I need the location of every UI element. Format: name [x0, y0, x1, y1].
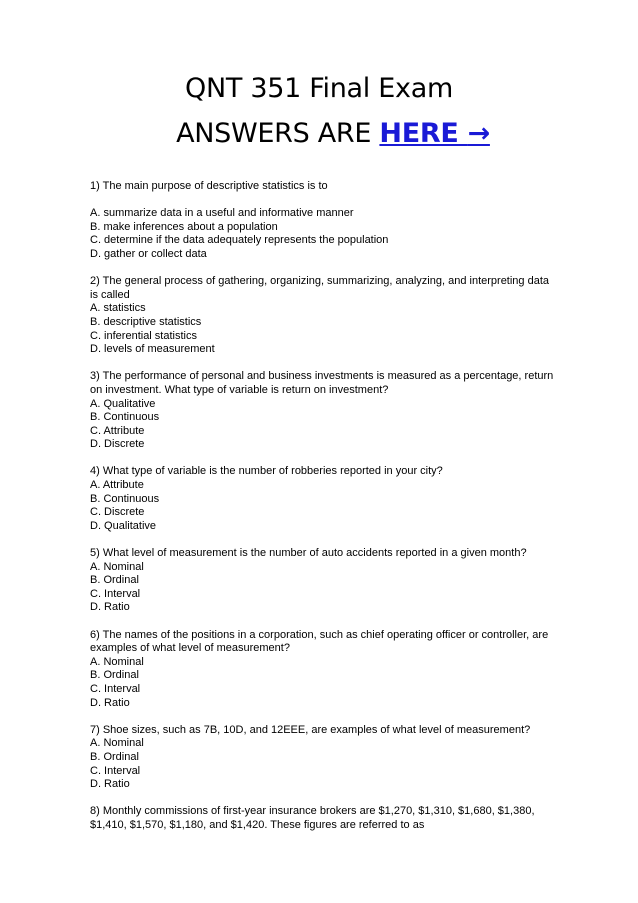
question-text: $1,410, $1,570, $1,180, and $1,420. These figures are referred to as: [90, 818, 425, 831]
question-block: [90, 629, 600, 711]
answer-option: C. determine if the data adequately represents the population: [90, 234, 389, 247]
answer-option: A. Nominal: [90, 655, 144, 668]
arrow-right-icon[interactable]: →: [467, 118, 490, 149]
question-text: 1) The main purpose of descriptive statistics is to: [90, 180, 328, 192]
document-title: QNT 351 Final Exam: [185, 73, 453, 104]
answer-option: C. Attribute: [90, 424, 145, 437]
question-block: [90, 547, 600, 615]
answer-option: B. make inferences about a population: [90, 220, 278, 233]
answer-option: B. Ordinal: [90, 750, 139, 763]
question-block: [90, 805, 600, 832]
answer-option: A. statistics: [90, 302, 146, 315]
answer-option: D. Qualitative: [90, 519, 157, 532]
answer-option: B. Continuous: [90, 492, 160, 505]
question-text: on investment. What type of variable is return on investment?: [90, 383, 389, 396]
answer-option: B. Continuous: [90, 411, 160, 424]
answers-link[interactable]: [379, 118, 490, 149]
question-text: 8) Monthly commissions of first-year insurance brokers are $1,270, $1,310, $1,680, $1,380,: [90, 805, 535, 818]
answer-option: A. Qualitative: [90, 397, 156, 410]
question-text: 4) What type of variable is the number of robberies reported in your city?: [90, 465, 443, 478]
answer-option: A. Nominal: [90, 737, 144, 750]
question-text: is called: [90, 288, 130, 301]
question-block: [90, 180, 600, 262]
question-block: [90, 724, 600, 792]
answer-option: A. summarize data in a useful and informative manner: [90, 207, 354, 220]
answer-option: C. Discrete: [90, 506, 145, 519]
answer-option: C. Interval: [90, 682, 141, 695]
question-block: [90, 370, 600, 452]
question-text: 6) The names of the positions in a corporation, such as chief operating officer or controller, are: [90, 628, 549, 641]
question-list: [90, 180, 600, 846]
question-text: 5) What level of measurement is the number of auto accidents reported in a given month?: [90, 547, 527, 560]
answers-prefix: ANSWERS ARE: [176, 118, 380, 149]
document-header: [0, 66, 638, 156]
answer-option: C. Interval: [90, 764, 141, 777]
answers-link-text[interactable]: HERE: [379, 118, 459, 149]
question-text: 7) Shoe sizes, such as 7B, 10D, and 12EEE, are examples of what level of measurement?: [90, 723, 531, 736]
answer-option: A. Attribute: [90, 479, 144, 492]
question-block: [90, 275, 600, 357]
answer-option: C. inferential statistics: [90, 329, 197, 342]
answer-option: D. Discrete: [90, 438, 145, 451]
answer-option: D. Ratio: [90, 601, 130, 614]
answer-option: C. Interval: [90, 587, 141, 600]
question-text: 2) The general process of gathering, organizing, summarizing, analyzing, and interpreting data: [90, 275, 550, 288]
answer-option: D. Ratio: [90, 696, 130, 709]
answer-option: B. Ordinal: [90, 574, 139, 587]
question-block: [90, 465, 600, 533]
answer-option: B. descriptive statistics: [90, 315, 202, 328]
answer-option: D. gather or collect data: [90, 247, 207, 260]
answer-option: A. Nominal: [90, 560, 144, 573]
answers-line: [0, 111, 638, 156]
question-text: 3) The performance of personal and business investments is measured as a percentage, return: [90, 370, 554, 383]
answer-option: D. levels of measurement: [90, 343, 215, 356]
answer-option: D. Ratio: [90, 778, 130, 791]
answer-option: B. Ordinal: [90, 669, 139, 682]
question-text: examples of what level of measurement?: [90, 642, 290, 655]
